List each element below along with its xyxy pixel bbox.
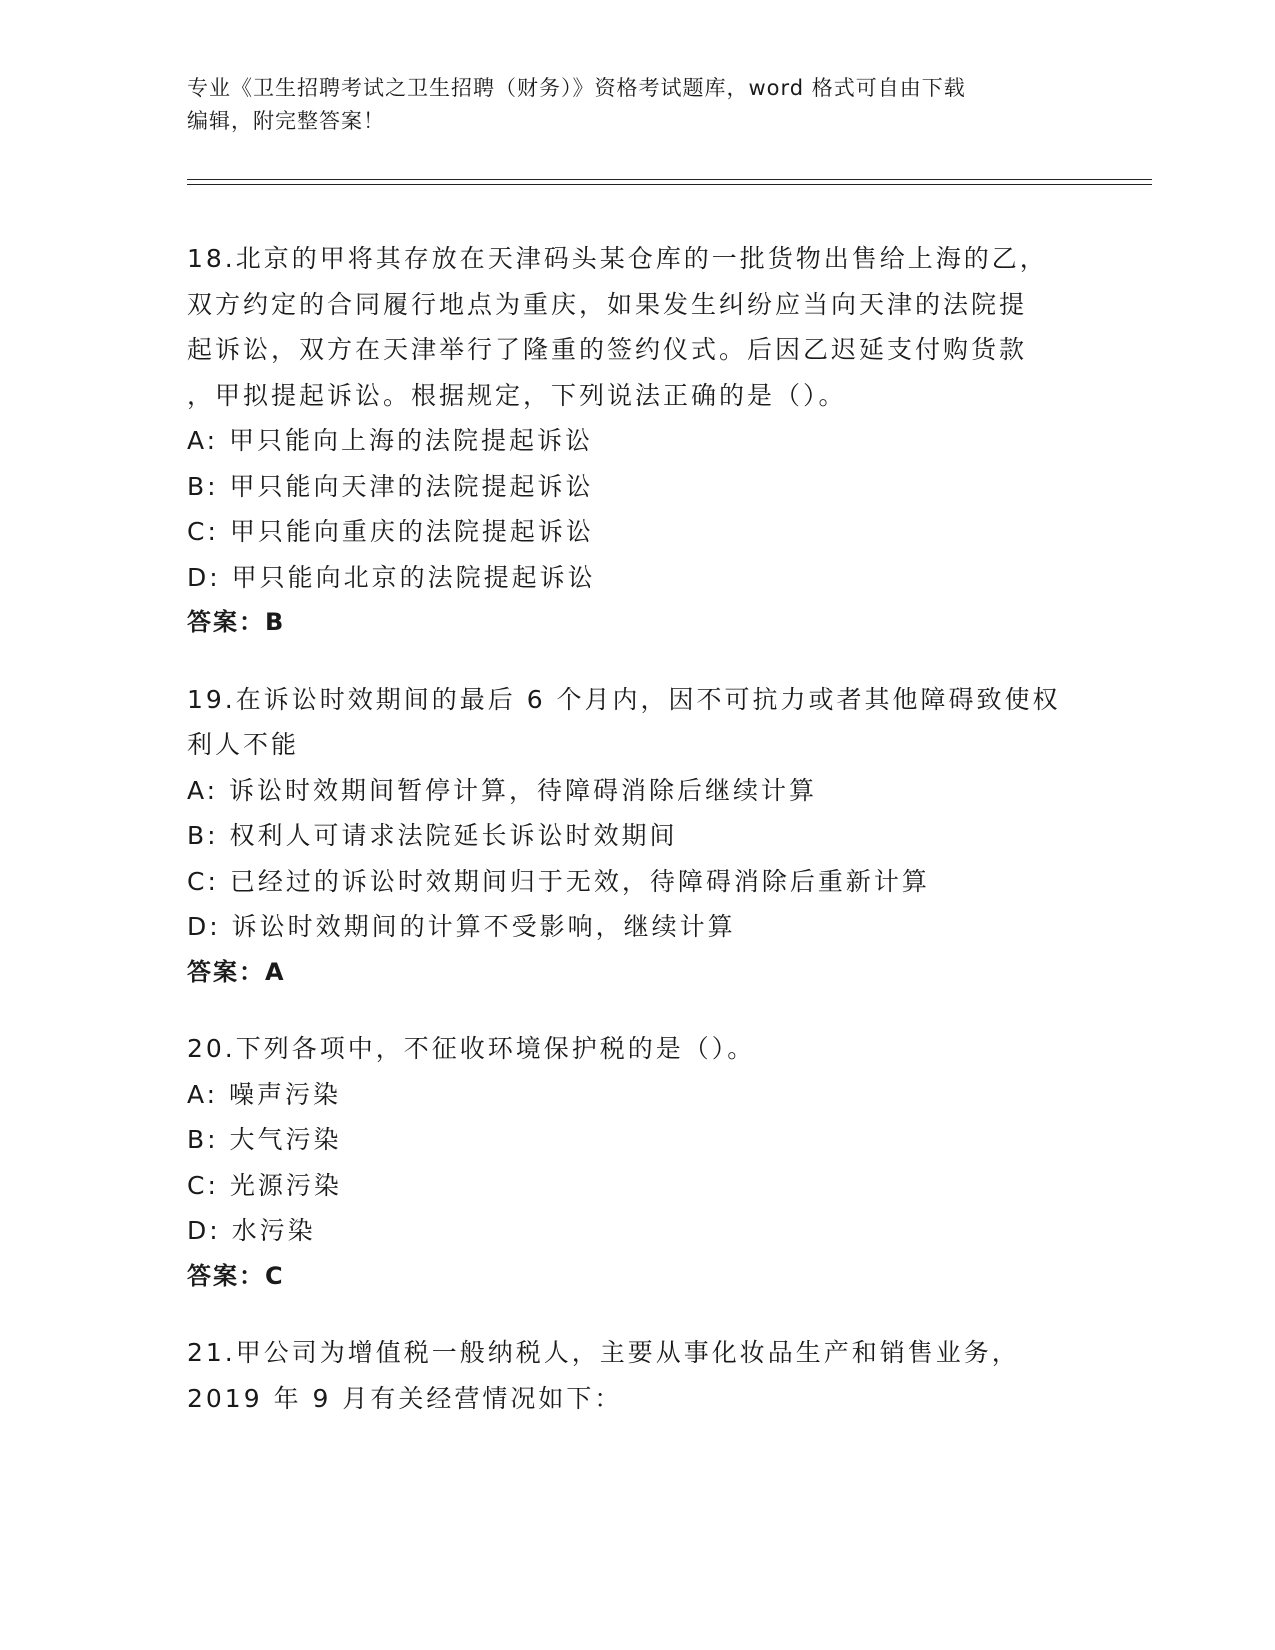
option-b: B: 大气污染 [187, 1125, 342, 1154]
answer: 答案：B [187, 608, 286, 636]
option-b: B: 权利人可请求法院延长诉讼时效期间 [187, 821, 678, 850]
option-d: D: 诉讼时效期间的计算不受影响，继续计算 [187, 912, 736, 941]
question-text-line: 起诉讼，双方在天津举行了隆重的签约仪式。后因乙迟延支付购货款 [187, 335, 1028, 364]
option-c: C: 甲只能向重庆的法院提起诉讼 [187, 517, 594, 546]
option-a: A: 甲只能向上海的法院提起诉讼 [187, 426, 594, 455]
header-divider-top [187, 179, 1152, 180]
option-c: C: 已经过的诉讼时效期间归于无效，待障碍消除后重新计算 [187, 866, 930, 896]
question-text-line: 18.北京的甲将其存放在天津码头某仓库的一批货物出售给上海的乙， [187, 244, 1048, 273]
option-c: C: 光源污染 [187, 1170, 342, 1200]
question-text-line: ，甲拟提起诉讼。根据规定，下列说法正确的是（）。 [187, 380, 847, 410]
question-text-line: 20.下列各项中，不征收环境保护税的是（）。 [187, 1034, 756, 1063]
question-18 [187, 236, 1107, 646]
question-text-line: 21.甲公司为增值税一般纳税人，主要从事化妆品生产和销售业务， [187, 1338, 1020, 1367]
question-text-line: 双方约定的合同履行地点为重庆，如果发生纠纷应当向天津的法院提 [187, 289, 1028, 319]
question-19 [187, 677, 1107, 996]
question-21 [187, 1330, 1107, 1421]
question-20 [187, 1026, 1107, 1299]
header-line-1: 专业《卫生招聘考试之卫生招聘（财务）》资格考试题库，word 格式可自由下载 [187, 76, 966, 100]
option-d: D: 水污染 [187, 1216, 316, 1245]
document-header [187, 72, 1087, 138]
answer: 答案：A [187, 957, 286, 986]
question-text-line: 2019 年 9 月有关经营情况如下： [187, 1383, 623, 1413]
header-line-2: 编辑，附完整答案！ [187, 109, 385, 133]
header-divider-bottom [187, 184, 1152, 185]
option-a: A: 噪声污染 [187, 1079, 342, 1109]
answer: 答案：C [187, 1261, 285, 1290]
option-a: A: 诉讼时效期间暂停计算，待障碍消除后继续计算 [187, 775, 818, 805]
question-text-line: 利人不能 [187, 730, 300, 759]
question-text-line: 19.在诉讼时效期间的最后 6 个月内，因不可抗力或者其他障碍致使权 [187, 684, 1061, 714]
question-list [187, 236, 1107, 1452]
option-b: B: 甲只能向天津的法院提起诉讼 [187, 471, 594, 501]
option-d: D: 甲只能向北京的法院提起诉讼 [187, 562, 596, 592]
